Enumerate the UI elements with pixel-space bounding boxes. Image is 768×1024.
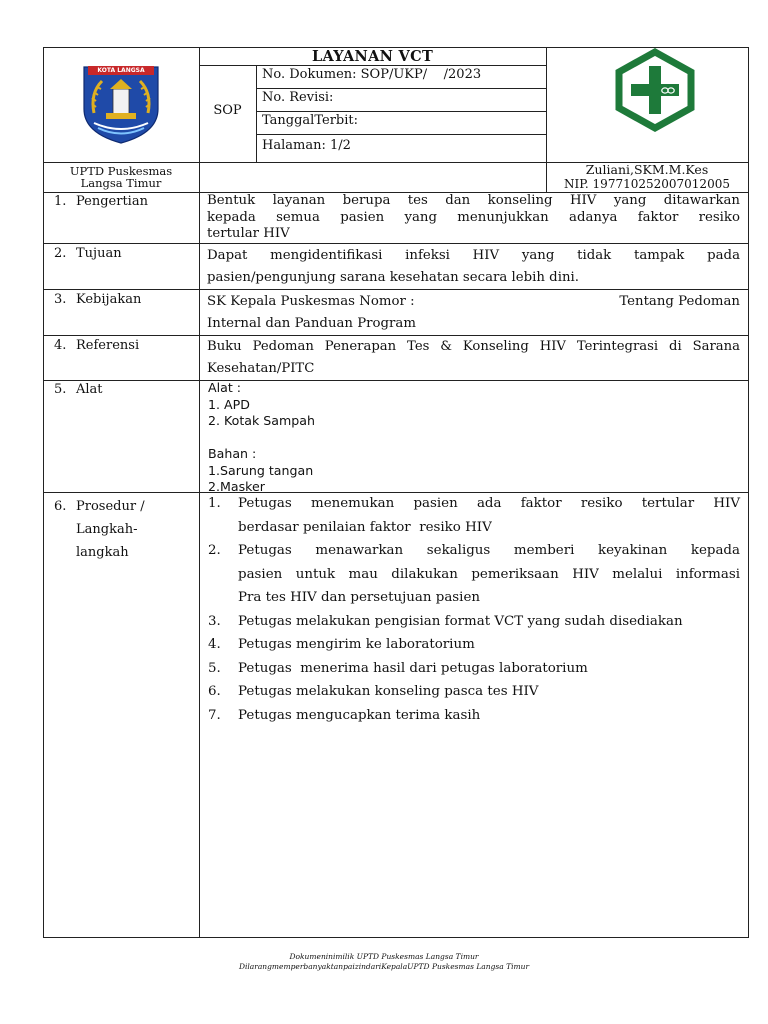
document-title: LAYANAN VCT xyxy=(311,48,434,65)
content-line: 1. APD xyxy=(208,396,250,412)
section-number: 4. xyxy=(54,338,67,353)
procedure-step xyxy=(208,680,740,704)
section-label-tujuan xyxy=(54,246,122,261)
signer-name: Zuliani,SKM.M.Kes xyxy=(585,162,709,177)
puskesmas-logo xyxy=(613,48,697,132)
section-label: Tujuan xyxy=(76,246,122,261)
section-content-alat xyxy=(208,380,741,496)
content-line: Internal dan Panduan Program xyxy=(207,316,416,331)
step-line: Petugas mengucapkan terima kasih xyxy=(238,707,481,723)
section-label: langkah xyxy=(76,545,129,560)
page-field: Halaman: 1/2 xyxy=(262,138,351,153)
step-number: 7. xyxy=(208,707,221,723)
step-line: Petugas menemukan pasien ada faktor resiko tertular HIV xyxy=(238,496,740,511)
step-line: pasien untuk mau dilakukan pemeriksaan HIV melalui informasi xyxy=(238,566,740,582)
org-name-line2: Langsa Timur xyxy=(80,176,162,190)
section-label: Kebijakan xyxy=(76,292,142,307)
section-label-pengertian xyxy=(54,194,148,209)
step-line: berdasar penilaian faktor resiko HIV xyxy=(238,519,492,535)
section-label-alat xyxy=(54,382,103,397)
revision-field: No. Revisi: xyxy=(262,90,334,105)
content-line: Tentang Pedoman xyxy=(619,294,740,309)
step-number: 6. xyxy=(208,684,221,699)
doc-number-field: No. Dokumen: SOP/UKP/ /2023 xyxy=(262,67,482,82)
step-line: Petugas menerima hasil dari petugas laboratorium xyxy=(238,660,588,676)
section-content-kebijakan xyxy=(207,291,740,335)
content-line: Alat : xyxy=(208,380,242,395)
procedure-step xyxy=(208,704,740,728)
step-number: 1. xyxy=(208,496,221,511)
emblem-banner-text: KOTA LANGSA xyxy=(97,67,145,74)
section-label: Referensi xyxy=(76,338,140,353)
section-label: Pengertian xyxy=(76,194,148,209)
procedure-step xyxy=(208,657,740,681)
content-line: 1.Sarung tangan xyxy=(208,462,314,478)
section-content-referensi xyxy=(207,336,740,380)
step-line: Petugas mengirim ke laboratorium xyxy=(238,637,475,652)
content-line: tertular HIV xyxy=(207,226,290,241)
section-content-pengertian xyxy=(207,193,740,243)
step-line: Petugas melakukan pengisian format VCT yang sudah disediakan xyxy=(238,613,683,629)
section-label: Prosedur / xyxy=(76,499,145,514)
step-number: 4. xyxy=(208,637,221,652)
content-line: 2.Masker xyxy=(208,479,265,494)
step-number: 5. xyxy=(208,660,221,676)
procedure-step xyxy=(208,610,740,634)
procedure-steps xyxy=(208,492,740,727)
content-line: Dapat mengidentifikasi infeksi HIV yang tidak tampak pada xyxy=(207,248,740,263)
section-number: 2. xyxy=(54,246,67,261)
section-number: 1. xyxy=(54,194,67,209)
section-label: Langkah- xyxy=(76,522,138,537)
kota-langsa-emblem xyxy=(80,63,162,145)
footer-copy-notice: DilarangmemperbanyaktanpaizindariKepalaUPTD Puskesmas Langsa Timur xyxy=(238,962,530,971)
procedure-step xyxy=(208,492,740,539)
section-label-kebijakan xyxy=(54,292,141,307)
section-number: 5. xyxy=(54,382,67,397)
section-number: 6. xyxy=(54,499,67,514)
content-line: Kesehatan/PITC xyxy=(207,361,315,376)
section-content-tujuan xyxy=(207,245,740,289)
content-line xyxy=(208,430,741,447)
section-label: Alat xyxy=(76,382,103,397)
content-line: SK Kepala Puskesmas Nomor : xyxy=(207,294,415,309)
step-line: Petugas melakukan konseling pasca tes HIV xyxy=(238,684,539,699)
content-line: Bentuk layanan berupa tes dan konseling HIV yang ditawarkan xyxy=(207,193,740,208)
content-line: pasien/pengunjung sarana kesehatan secara lebih dini. xyxy=(207,270,579,285)
section-number: 3. xyxy=(54,292,67,307)
content-line: 2. Kotak Sampah xyxy=(208,413,315,428)
content-line: Buku Pedoman Penerapan Tes & Konseling HIV Terintegrasi di Sarana xyxy=(207,339,740,354)
step-line: Pra tes HIV dan persetujuan pasien xyxy=(238,590,481,605)
step-number: 2. xyxy=(208,543,221,558)
content-line: kepada semua pasien yang menunjukkan adanya faktor resiko xyxy=(207,209,740,225)
org-name-line1: UPTD Puskesmas xyxy=(69,164,173,178)
signer-nip: NIP. 197710252007012005 xyxy=(564,177,730,191)
procedure-step xyxy=(208,539,740,610)
step-number: 3. xyxy=(208,613,221,629)
issue-date-field: TanggalTerbit: xyxy=(262,113,358,128)
footer-ownership: Dokumeninimilik UPTD Puskesmas Langsa Timur xyxy=(289,952,479,961)
section-label-prosedur xyxy=(54,495,145,564)
section-label-referensi xyxy=(54,338,139,353)
sop-label: SOP xyxy=(213,103,242,118)
step-line: Petugas menawarkan sekaligus memberi keyakinan kepada xyxy=(238,543,740,558)
procedure-step xyxy=(208,633,740,657)
content-line: Bahan : xyxy=(208,446,257,461)
